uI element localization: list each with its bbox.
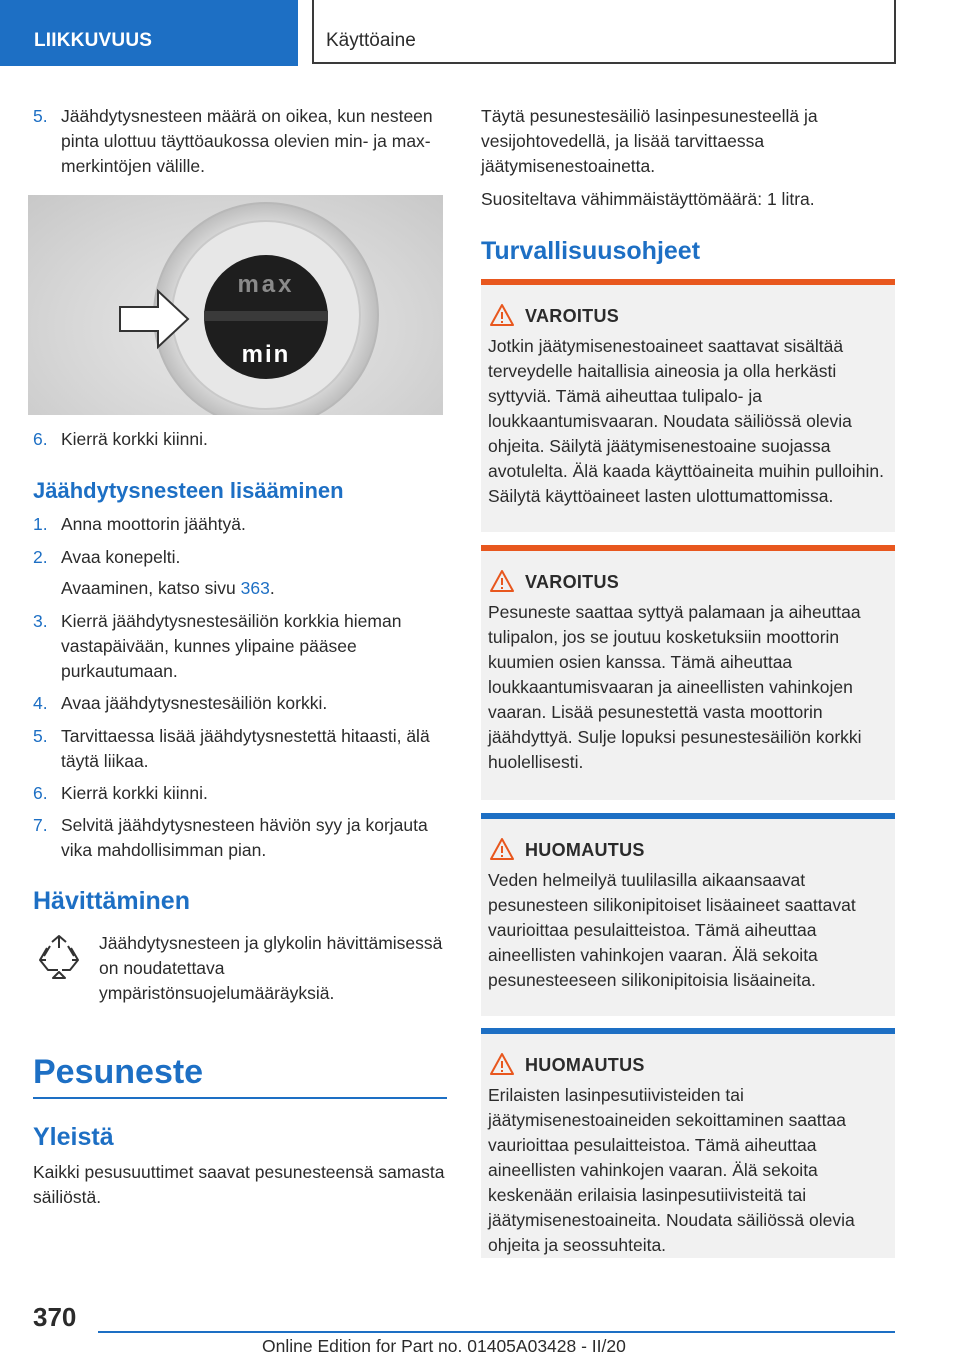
coolant-reservoir-illustration bbox=[28, 195, 443, 415]
notice-bar bbox=[481, 1028, 895, 1034]
step-number: 4. bbox=[33, 693, 48, 713]
list-item bbox=[33, 813, 447, 863]
step-text: Kierrä jäähdytysnestesäiliön korkkia hieman vastapäivään, kunnes ylipaine pääsee purkautumaan. bbox=[61, 611, 402, 681]
list-item bbox=[33, 427, 447, 452]
list-item bbox=[33, 781, 447, 806]
min-label: min bbox=[241, 341, 291, 368]
max-label: max bbox=[237, 271, 295, 298]
page-number: 370 bbox=[33, 1302, 77, 1332]
step-number: 3. bbox=[33, 611, 48, 631]
footer-edition: Online Edition for Part no. 01405A03428 - II/20 bbox=[262, 1336, 626, 1356]
step-text: Anna moottorin jäähtyä. bbox=[61, 514, 246, 534]
step-text: Selvitä jäähdytysnesteen häviön syy ja korjauta vika mahdollisimman pian. bbox=[61, 815, 428, 860]
notice-icon bbox=[489, 837, 515, 861]
warning-title: VAROITUS bbox=[525, 306, 620, 326]
step-number: 2. bbox=[33, 547, 48, 567]
step-number: 5. bbox=[33, 726, 48, 746]
notice-bar bbox=[481, 813, 895, 819]
step-number: 1. bbox=[33, 514, 48, 534]
step-text: Avaa konepelti. bbox=[61, 547, 181, 567]
page-link[interactable]: 363 bbox=[240, 578, 270, 598]
warning-text: Jotkin jäätymisenestoaineet saattavat sisältää terveydelle haitallisia aineosia ja olla herkästi syttyviä. Tämä aiheuttaa tulipalo- ja loukkaantumisvaaran. Noudata säiliössä olevia ohjeita. Säilytä jäätymisenestoaine suojassa avotulelta. Älä kaada käyttöaineita muihin pulloihin. Säilytä käyttöaineet lasten ulottumattomissa. bbox=[488, 336, 884, 506]
notice-box bbox=[481, 1028, 895, 1258]
step-text: Kierrä korkki kiinni. bbox=[61, 429, 208, 449]
warning-icon bbox=[489, 569, 515, 593]
list-item bbox=[33, 512, 447, 537]
coolant-level-photo bbox=[28, 195, 443, 415]
cross-reference bbox=[61, 576, 447, 601]
disposal-text: Jäähdytysnesteen ja glykolin hävittämisessä on noudatettava ympäristönsuojelumääräyksiä. bbox=[99, 933, 443, 1003]
notice-text: Veden helmeilyä tuulilasilla aikaansaavat pesunesteen silikonipitoiset lisäaineet saattavat vaurioittaa pesulaitteistoa. Tämä aiheuttaa aineellisten vahinkojen vaaran. Älä sekoita pesunesteeseen silikonipitoisia lisäaineita. bbox=[488, 870, 856, 990]
step-number: 7. bbox=[33, 815, 48, 835]
warning-title: VAROITUS bbox=[525, 572, 620, 592]
list-item bbox=[33, 104, 447, 179]
notice-box bbox=[481, 813, 895, 1016]
list-item bbox=[33, 609, 447, 684]
intro-text: Suositeltava vähimmäistäyttömäärä: 1 litra. bbox=[481, 189, 815, 209]
notice-icon bbox=[489, 1052, 515, 1076]
section-tab: LIIKKUVUUS bbox=[0, 0, 298, 66]
section-heading: Hävittäminen bbox=[33, 887, 190, 915]
warning-box bbox=[481, 279, 895, 532]
cross-reference-suffix: . bbox=[269, 578, 275, 598]
warning-bar bbox=[481, 545, 895, 551]
chapter-heading: Pesuneste bbox=[33, 1053, 204, 1091]
intro-text: Täytä pesunestesäiliö lasinpesunesteellä ja vesijohtovedellä, ja lisää tarvittaessa jäätymisenestoainetta. bbox=[481, 106, 818, 176]
recycle-icon bbox=[34, 934, 84, 984]
step-text: Avaa jäähdytysnestesäiliön korkki. bbox=[61, 693, 328, 713]
notice-title: HUOMAUTUS bbox=[525, 1055, 645, 1075]
step-number: 6. bbox=[33, 783, 48, 803]
section-heading: Yleistä bbox=[33, 1123, 114, 1151]
cross-reference-text: Avaaminen, katso sivu bbox=[61, 578, 241, 598]
warning-text: Pesuneste saattaa syttyä palamaan ja aiheuttaa tulipalon, jos se joutuu kosketuksiin moottorin kuumien osien kanssa. Tämä aiheuttaa loukkaantumisvaaran ja aineellisten vahinkojen vaaran. Lisää pesunestettä vasta moottorin jäähdyttyä. Sulje lopuksi pesunestesäiliön korkki huolellisesti. bbox=[488, 602, 862, 772]
step-text: Tarvittaessa lisää jäähdytysnestettä hitaasti, älä täytä liikaa. bbox=[61, 726, 430, 771]
notice-text: Erilaisten lasinpesutiivisteiden tai jäätymisenestoaineiden sekoittaminen saattaa vaurioittaa pesulaitteistoa. Tämä aiheuttaa aineellisten vahinkojen vaaran. Älä sekoita keskenään erilaisia lasinpesutiivisteitä tai jäätymisenestoaineita. Noudata säiliössä olevia ohjeita ja seossuhteita. bbox=[488, 1085, 855, 1255]
section-heading: Jäähdytysnesteen lisääminen bbox=[33, 478, 344, 503]
chapter-title: Käyttöaine bbox=[312, 0, 896, 64]
warning-bar bbox=[481, 279, 895, 285]
list-item bbox=[33, 545, 447, 570]
footer-divider bbox=[98, 1331, 895, 1333]
section-heading: Turvallisuusohjeet bbox=[481, 237, 701, 265]
list-item bbox=[33, 691, 447, 716]
step-number: 6. bbox=[33, 429, 48, 449]
warning-icon bbox=[489, 303, 515, 327]
step-number: 5. bbox=[33, 106, 48, 126]
step-text: Jäähdytysnesteen määrä on oikea, kun nesteen pinta ulottuu täyttöaukossa olevien min- ja max-merkintöjen välille. bbox=[61, 106, 433, 176]
heading-divider bbox=[33, 1097, 447, 1099]
list-item bbox=[33, 724, 447, 774]
warning-box bbox=[481, 545, 895, 800]
step-text: Kierrä korkki kiinni. bbox=[61, 783, 208, 803]
general-text: Kaikki pesusuuttimet saavat pesunesteensä samasta säiliöstä. bbox=[33, 1162, 445, 1207]
notice-title: HUOMAUTUS bbox=[525, 840, 645, 860]
